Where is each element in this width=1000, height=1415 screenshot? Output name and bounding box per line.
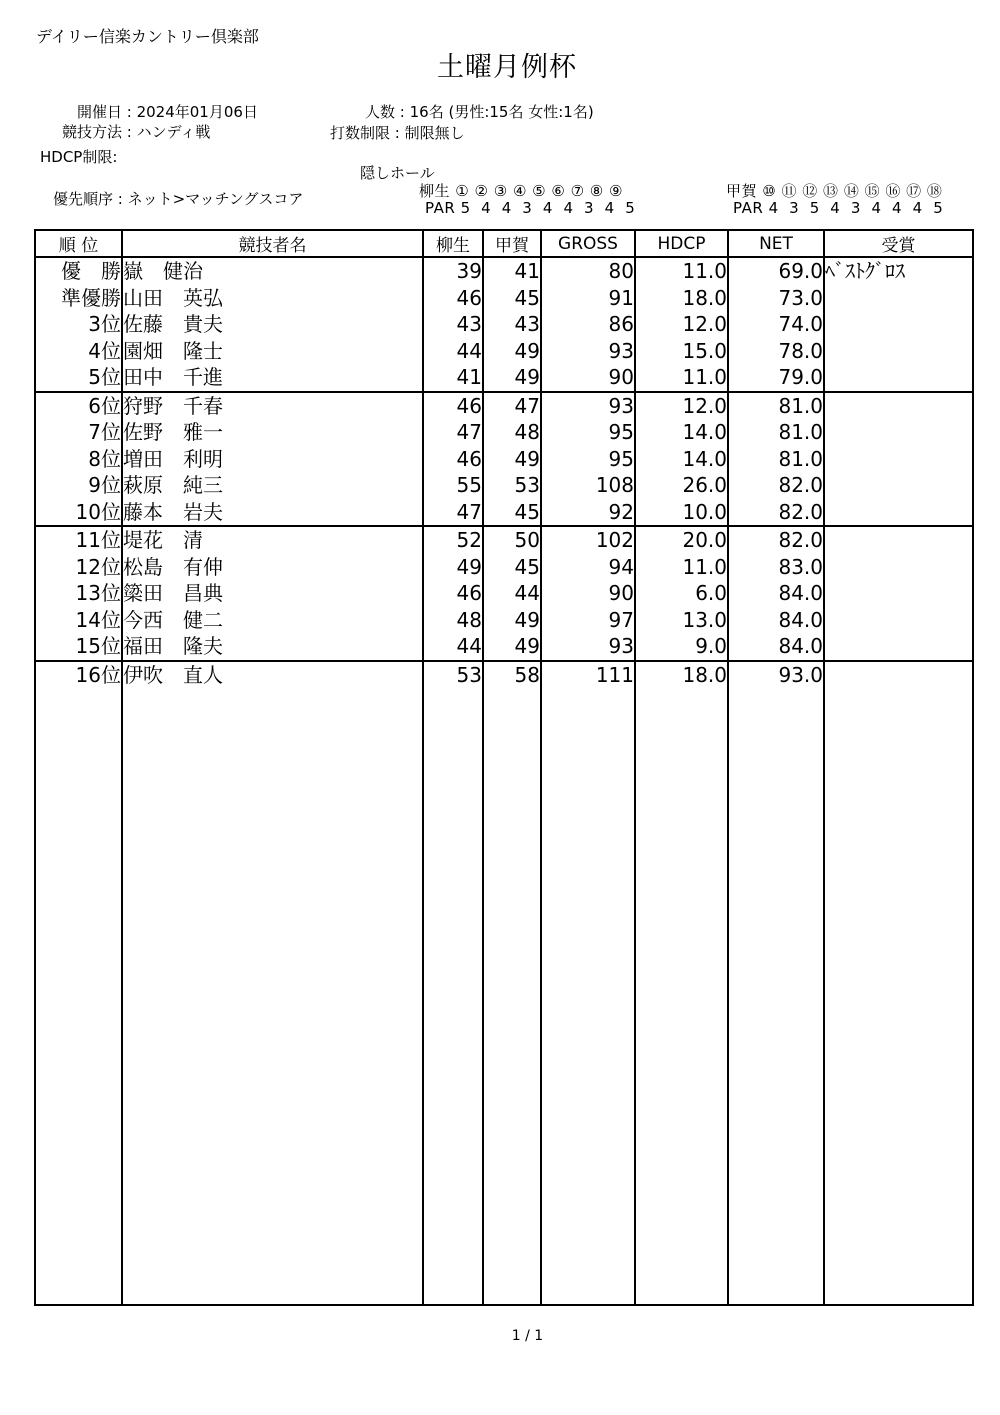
name-cell: 萩原 純三 (122, 472, 423, 499)
back-par-label: PAR (733, 199, 764, 217)
gross-cell: 86 (541, 311, 635, 338)
rank-cell: 準優勝 (35, 285, 122, 312)
name-cell: 簗田 昌典 (122, 580, 423, 607)
empty-cell (728, 688, 824, 1305)
info-date: 開催日 : 2024年01月06日 (60, 101, 258, 122)
name-cell: 佐野 雅一 (122, 419, 423, 446)
name-cell: 伊吹 直人 (122, 661, 423, 689)
name-cell: 園畑 隆士 (122, 338, 423, 365)
rank-cell: 12位 (35, 554, 122, 581)
award-cell (824, 285, 973, 312)
empty-cell (483, 688, 541, 1305)
name-cell: 福田 隆夫 (122, 633, 423, 661)
stroke-limit-value: 制限無し (404, 124, 465, 142)
front-course-name: 柳生 (419, 182, 451, 200)
info-stroke-limit: 打数制限 : 制限無し (330, 124, 465, 142)
header-gross: GROSS (541, 230, 635, 257)
net-cell: 81.0 (728, 419, 824, 446)
results-table (34, 229, 974, 1306)
table-row (35, 392, 973, 420)
header-net: NET (728, 230, 824, 257)
header-back: 甲賀 (483, 230, 541, 257)
award-cell (824, 472, 973, 499)
front-course-pars (425, 199, 635, 217)
net-cell: 79.0 (728, 364, 824, 392)
date-value: 2024年01月06日 (136, 103, 258, 121)
net-cell: 81.0 (728, 446, 824, 473)
empty-cell (35, 688, 122, 1305)
table-row (35, 633, 973, 661)
front-score-cell: 47 (423, 499, 483, 527)
participants-value: 16名 (男性:15名 女性:1名) (409, 103, 594, 121)
front-score-cell: 53 (423, 661, 483, 689)
hdcp-cell: 15.0 (635, 338, 728, 365)
front-score-cell: 46 (423, 392, 483, 420)
empty-cell (541, 688, 635, 1305)
front-score-cell: 44 (423, 338, 483, 365)
net-cell: 83.0 (728, 554, 824, 581)
empty-cell (824, 688, 973, 1305)
hdcp-cell: 6.0 (635, 580, 728, 607)
hdcp-cell: 26.0 (635, 472, 728, 499)
table-row (35, 661, 973, 689)
table-row (35, 472, 973, 499)
front-score-cell: 43 (423, 311, 483, 338)
rank-cell: 11位 (35, 526, 122, 554)
hdcp-cell: 9.0 (635, 633, 728, 661)
back-score-cell: 41 (483, 257, 541, 285)
award-cell (824, 526, 973, 554)
back-score-cell: 43 (483, 311, 541, 338)
award-cell (824, 633, 973, 661)
back-score-cell: 48 (483, 419, 541, 446)
rank-cell: 優 勝 (35, 257, 122, 285)
gross-cell: 108 (541, 472, 635, 499)
empty-cell (635, 688, 728, 1305)
name-cell: 狩野 千春 (122, 392, 423, 420)
net-cell: 81.0 (728, 392, 824, 420)
award-cell (824, 364, 973, 392)
back-course-holes (726, 180, 942, 201)
page-title: 土曜月例杯 (437, 52, 577, 83)
hdcp-cell: 18.0 (635, 661, 728, 689)
gross-cell: 95 (541, 446, 635, 473)
rank-cell: 5位 (35, 364, 122, 392)
net-cell: 78.0 (728, 338, 824, 365)
participants-label: 人数 (365, 103, 396, 121)
front-par-values: 5 4 4 3 4 4 3 4 5 (460, 199, 636, 217)
net-cell: 74.0 (728, 311, 824, 338)
gross-cell: 92 (541, 499, 635, 527)
back-score-cell: 49 (483, 633, 541, 661)
award-cell (824, 607, 973, 634)
priority-value: ネット>マッチングスコア (127, 190, 304, 208)
back-course-name: 甲賀 (726, 182, 758, 200)
back-score-cell: 49 (483, 338, 541, 365)
back-score-cell: 49 (483, 446, 541, 473)
front-score-cell: 46 (423, 285, 483, 312)
hdcp-limit-label: HDCP制限: (40, 148, 118, 166)
gross-cell: 80 (541, 257, 635, 285)
name-cell: 田中 千進 (122, 364, 423, 392)
award-cell (824, 392, 973, 420)
hdcp-cell: 14.0 (635, 419, 728, 446)
back-score-cell: 49 (483, 364, 541, 392)
table-row (35, 554, 973, 581)
gross-cell: 111 (541, 661, 635, 689)
method-label: 競技方法 (61, 123, 122, 141)
back-score-cell: 53 (483, 472, 541, 499)
hdcp-cell: 14.0 (635, 446, 728, 473)
hdcp-cell: 18.0 (635, 285, 728, 312)
table-row (35, 446, 973, 473)
gross-cell: 93 (541, 392, 635, 420)
front-score-cell: 48 (423, 607, 483, 634)
name-cell: 嶽 健治 (122, 257, 423, 285)
award-cell (824, 554, 973, 581)
net-cell: 82.0 (728, 526, 824, 554)
back-score-cell: 45 (483, 554, 541, 581)
net-cell: 82.0 (728, 472, 824, 499)
priority-label: 優先順序 (53, 190, 114, 208)
rank-cell: 13位 (35, 580, 122, 607)
gross-cell: 91 (541, 285, 635, 312)
award-cell (824, 419, 973, 446)
back-score-cell: 49 (483, 607, 541, 634)
back-hole-numbers: ⑩ ⑪ ⑫ ⑬ ⑭ ⑮ ⑯ ⑰ ⑱ (762, 182, 943, 200)
net-cell: 84.0 (728, 633, 824, 661)
gross-cell: 95 (541, 419, 635, 446)
name-cell: 増田 利明 (122, 446, 423, 473)
hdcp-cell: 11.0 (635, 554, 728, 581)
header-name: 競技者名 (122, 230, 423, 257)
table-row (35, 526, 973, 554)
hidden-holes-label: 隠しホール (360, 164, 435, 182)
front-score-cell: 55 (423, 472, 483, 499)
gross-cell: 102 (541, 526, 635, 554)
gross-cell: 97 (541, 607, 635, 634)
info-method: 競技方法 : ハンディ戦 (44, 121, 210, 142)
hdcp-cell: 11.0 (635, 364, 728, 392)
header-hdcp: HDCP (635, 230, 728, 257)
award-cell (824, 580, 973, 607)
net-cell: 84.0 (728, 607, 824, 634)
rank-cell: 6位 (35, 392, 122, 420)
table-row (35, 338, 973, 365)
rank-cell: 8位 (35, 446, 122, 473)
name-cell: 佐藤 貴夫 (122, 311, 423, 338)
hdcp-cell: 11.0 (635, 257, 728, 285)
award-cell: ﾍﾞｽﾄｸﾞﾛｽ (824, 257, 973, 285)
date-label: 開催日 (76, 103, 122, 121)
net-cell: 82.0 (728, 499, 824, 527)
rank-cell: 3位 (35, 311, 122, 338)
front-score-cell: 47 (423, 419, 483, 446)
front-score-cell: 52 (423, 526, 483, 554)
empty-cell (423, 688, 483, 1305)
table-row (35, 419, 973, 446)
back-score-cell: 45 (483, 285, 541, 312)
table-header-row (35, 230, 973, 257)
net-cell: 69.0 (728, 257, 824, 285)
front-score-cell: 46 (423, 446, 483, 473)
rank-cell: 7位 (35, 419, 122, 446)
front-score-cell: 41 (423, 364, 483, 392)
table-row (35, 311, 973, 338)
back-score-cell: 58 (483, 661, 541, 689)
award-cell (824, 499, 973, 527)
hdcp-cell: 13.0 (635, 607, 728, 634)
empty-cell (122, 688, 423, 1305)
net-cell: 84.0 (728, 580, 824, 607)
front-score-cell: 46 (423, 580, 483, 607)
front-par-label: PAR (425, 199, 456, 217)
net-cell: 73.0 (728, 285, 824, 312)
back-score-cell: 44 (483, 580, 541, 607)
club-name: デイリー信楽カントリー倶楽部 (36, 27, 259, 46)
header-front: 柳生 (423, 230, 483, 257)
gross-cell: 93 (541, 633, 635, 661)
award-cell (824, 661, 973, 689)
rank-cell: 4位 (35, 338, 122, 365)
rank-cell: 9位 (35, 472, 122, 499)
back-par-values: 4 3 5 4 3 4 4 4 5 (768, 199, 944, 217)
award-cell (824, 311, 973, 338)
name-cell: 今西 健二 (122, 607, 423, 634)
name-cell: 山田 英弘 (122, 285, 423, 312)
rank-cell: 14位 (35, 607, 122, 634)
front-score-cell: 44 (423, 633, 483, 661)
rank-cell: 16位 (35, 661, 122, 689)
hdcp-cell: 20.0 (635, 526, 728, 554)
name-cell: 松島 有伸 (122, 554, 423, 581)
gross-cell: 94 (541, 554, 635, 581)
table-row (35, 607, 973, 634)
hdcp-cell: 10.0 (635, 499, 728, 527)
gross-cell: 93 (541, 338, 635, 365)
front-score-cell: 49 (423, 554, 483, 581)
back-score-cell: 47 (483, 392, 541, 420)
gross-cell: 90 (541, 364, 635, 392)
table-row (35, 257, 973, 285)
hdcp-cell: 12.0 (635, 311, 728, 338)
award-cell (824, 446, 973, 473)
award-cell (824, 338, 973, 365)
info-priority: 優先順序 : ネット>マッチングスコア (53, 190, 304, 208)
front-course-holes (419, 180, 623, 201)
back-score-cell: 50 (483, 526, 541, 554)
gross-cell: 90 (541, 580, 635, 607)
rank-cell: 10位 (35, 499, 122, 527)
table-row (35, 364, 973, 392)
net-cell: 93.0 (728, 661, 824, 689)
name-cell: 藤本 岩夫 (122, 499, 423, 527)
method-value: ハンディ戦 (136, 123, 211, 141)
name-cell: 堤花 清 (122, 526, 423, 554)
hdcp-cell: 12.0 (635, 392, 728, 420)
back-score-cell: 45 (483, 499, 541, 527)
info-participants: 人数 : 16名 (男性:15名 女性:1名) (365, 103, 594, 121)
rank-cell: 15位 (35, 633, 122, 661)
header-award: 受賞 (824, 230, 973, 257)
table-row (35, 580, 973, 607)
back-course-pars (733, 199, 943, 217)
header-rank: 順 位 (35, 230, 122, 257)
page-indicator: 1 / 1 (511, 1328, 544, 1344)
table-empty-area (35, 688, 973, 1305)
stroke-limit-label: 打数制限 (330, 124, 391, 142)
front-hole-numbers: ① ② ③ ④ ⑤ ⑥ ⑦ ⑧ ⑨ (455, 182, 623, 200)
front-score-cell: 39 (423, 257, 483, 285)
table-row (35, 285, 973, 312)
table-row (35, 499, 973, 527)
